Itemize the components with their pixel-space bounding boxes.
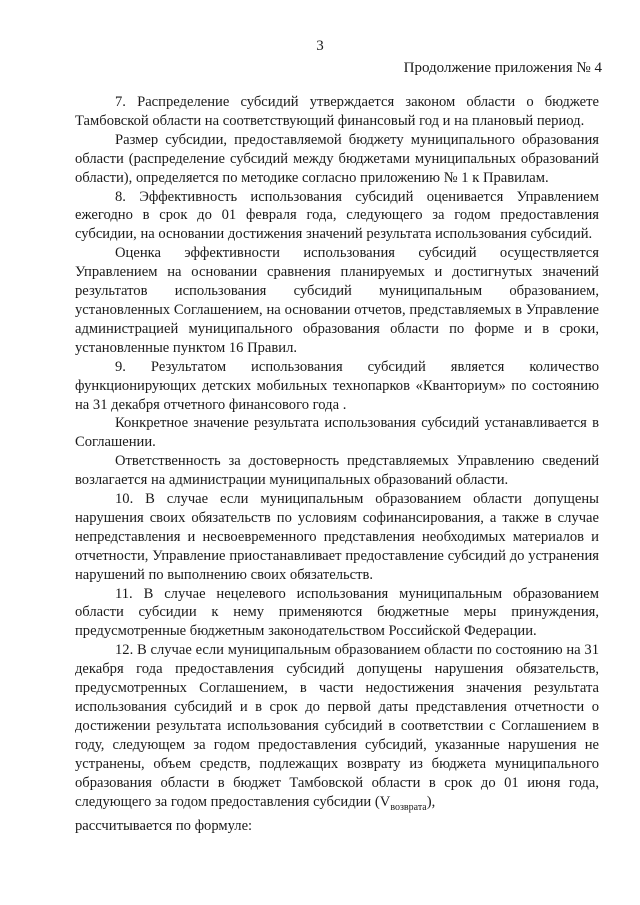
paragraph-efficiency-evaluation: Оценка эффективности использования субсидий осуществляется Управлением на основании сравнения планируемых и достигнутых значений результатов использования субсидий муниципальным образованием, установленных Соглашением, на основании отчетов, представляемых в Управление администрацией муниципального образования области по форме и в сроки, установленные пунктом 16 Правил. (75, 245, 599, 356)
paragraph-specific-value: Конкретное значение результата использования субсидий устанавливается в Соглашении. (75, 415, 599, 451)
formula-subscript: возврата (390, 801, 427, 813)
document-body (75, 93, 599, 836)
paragraph-responsibility: Ответственность за достоверность представляемых Управлению сведений возлагается на администрации муниципальных образований области. (75, 453, 599, 489)
paragraph-7: 7. Распределение субсидий утверждается законом области о бюджете Тамбовской области на соответствующий финансовый год и на плановый период. (75, 94, 599, 129)
paragraph-12 (75, 641, 599, 817)
paragraph-10: 10. В случае если муниципальным образованием области допущены нарушения своих обязательств по условиям софинансирования, а также в случае непредставления и несвоевременного представления необходимых материалов и отчетности, Управление приостанавливает предоставление субсидий до устранения нарушений по выполнению своих обязательств. (75, 491, 599, 583)
page-number: 3 (316, 38, 324, 54)
paragraph-9: 9. Результатом использования субсидий является количество функционирующих детских мобильных технопарков «Кванториум» по состоянию на 31 декабря отчетного финансового года . (75, 358, 599, 413)
paragraph-8: 8. Эффективность использования субсидий оценивается Управлением ежегодно в срок до 01 февраля года, следующего за годом предоставления субсидии, на основании достижения значений результата использования субсидий. (75, 188, 599, 243)
paragraph-12-text: 12. В случае если муниципальным образованием области по состоянию на 31 декабря года предоставления субсидий допущены нарушения обязательств, предусмотренных Соглашением, в части недостижения значения результата использования субсидий и в срок до первой даты представления отчетности о достижении результата использования субсидий в соответствии с Соглашением в году, следующем за годом предоставления субсидий, указанные нарушения не устранены, объем средств, подлежащих возврату из бюджета муниципального образования области в бюджет Тамбовской области в срок до 01 июня года, следующего за годом предоставления субсидии ( (75, 642, 599, 810)
formula-intro-line: рассчитывается по формуле: (75, 818, 253, 835)
formula-close: ), (426, 793, 436, 810)
formula-symbol: V (379, 793, 391, 810)
appendix-header: Продолжение приложения № 4 (403, 60, 602, 76)
paragraph-subsidy-size: Размер субсидии, предоставляемой бюджету муниципального образования области (распределение субсидий между бюджетами муниципальных образований области), определяется по методике согласно приложению № 1 к Правилам. (75, 131, 599, 186)
paragraph-11: 11. В случае нецелевого использования муниципальным образованием области субсидии к нему применяются бюджетные меры принуждения, предусмотренные бюджетным законодательством Российской Федерации. (75, 585, 599, 640)
